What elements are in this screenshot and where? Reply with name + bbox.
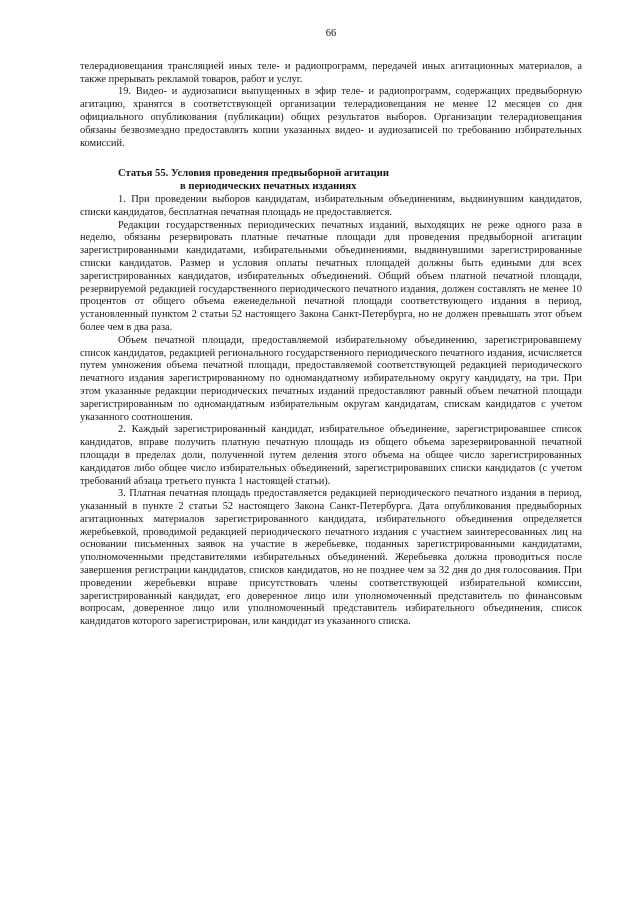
- paragraph-print-space-volume: Объем печатной площади, предоставляемой избирательному объединению, зарегистрировавшему список кандидатов, редакцией регионального государственного периодического печатного издания, исчисляется путем умножения объема печатной площади, предоставляемой соответствующей редакцией периодического печатного издания зарегистрированному по одномандатному избирательному округу кандидату, на три. При этом указанные редакции периодических печатных изданий предоставляют равный объем печатной площади зарегистрированным по одномандатным избирательным округам кандидатам, спискам кандидатов с учетом указанного соотношения.: [80, 334, 582, 423]
- article-heading: [80, 168, 582, 194]
- paragraph-continuation: телерадиовещания трансляцией иных теле- и радиопрограмм, передачей иных агитационных материалов, а также прерывать рекламой товаров, работ и услуг.: [80, 60, 582, 85]
- paragraph-item-19: 19. Видео- и аудиозаписи выпущенных в эфир теле- и радиопрограмм, содержащих предвыборную агитацию, хранятся в соответствующей организации телерадиовещания не менее 12 месяцев со дня официального опубликования (публикации) общих результатов выборов. Организации телерадиовещания обязаны безвозмездно предоставлять копии указанных видео- и аудиозаписей по требованию избирательных комиссий.: [80, 86, 582, 149]
- paragraph-editorial-offices: Редакции государственных периодических печатных изданий, выходящих не реже одного раза в неделю, обязаны резервировать платные печатные площади для проведения предвыборной агитации зарегистрированными кандидатами, избирательными объединениями, выдвинувшими зарегистрированные списки кандидатов. Размер и условия оплаты печатных площадей должны быть едиными для всех зарегистрированных кандидатов, избирательных объединений. Общий объем платной печатной площади, резервируемой редакцией государственного периодического печатного издания, должен составлять не менее 10 процентов от общего объема еженедельной печатной площади соответствующего издания в период, установленный пунктом 2 статьи 52 настоящего Закона Санкт-Петербурга, но не должен превышать этот объем более чем в два раза.: [80, 219, 582, 333]
- paragraph-item-3: 3. Платная печатная площадь предоставляется редакцией периодического печатного издания в период, указанный в пункте 2 статьи 52 настоящего Закона Санкт-Петербурга. Дата опубликования предвыборных агитационных материалов зарегистрированного кандидата, избирательного объединения определяется жеребьевкой, проводимой редакцией периодического печатного издания с участием заинтересованных лиц на основании письменных заявок на участие в жеребьевке, поданных зарегистрированными кандидатами, уполномоченными представителями избирательных объединений. Жеребьевка должна проводиться после завершения регистрации кандидатов, списков кандидатов, но не позднее чем за 32 дня до дня голосования. При проведении жеребьевки вправе присутствовать члены соответствующей избирательной комиссии, зарегистрированный кандидат, его доверенное лицо или уполномоченный представитель по финансовым вопросам, доверенное лицо или уполномоченный представитель избирательного объединения, список кандидатов которого зарегистрирован, или кандидат из указанного списка.: [80, 488, 582, 628]
- article-title-line1: Статья 55. Условия проведения предвыборной агитации: [118, 168, 389, 180]
- article-title-line2: в периодических печатных изданиях: [180, 181, 357, 193]
- document-page: [80, 28, 582, 629]
- paragraph-item-2: 2. Каждый зарегистрированный кандидат, избирательное объединение, зарегистрировавшее список кандидатов, вправе получить платную печатную площадь из общего объема зарезервированной печатной площади в пределах доли, полученной путем деления этого объема на общее число зарегистрированных кандидатов либо общее число избирательных объединений, зарегистрировавших списки кандидатов (с учетом требований абзаца третьего пункта 1 настоящей статьи).: [80, 424, 582, 487]
- paragraph-item-1: 1. При проведении выборов кандидатам, избирательным объединениям, выдвинувшим кандидатов, списки кандидатов, бесплатная печатная площадь не предоставляется.: [80, 193, 582, 218]
- page-number: 66: [325, 28, 337, 39]
